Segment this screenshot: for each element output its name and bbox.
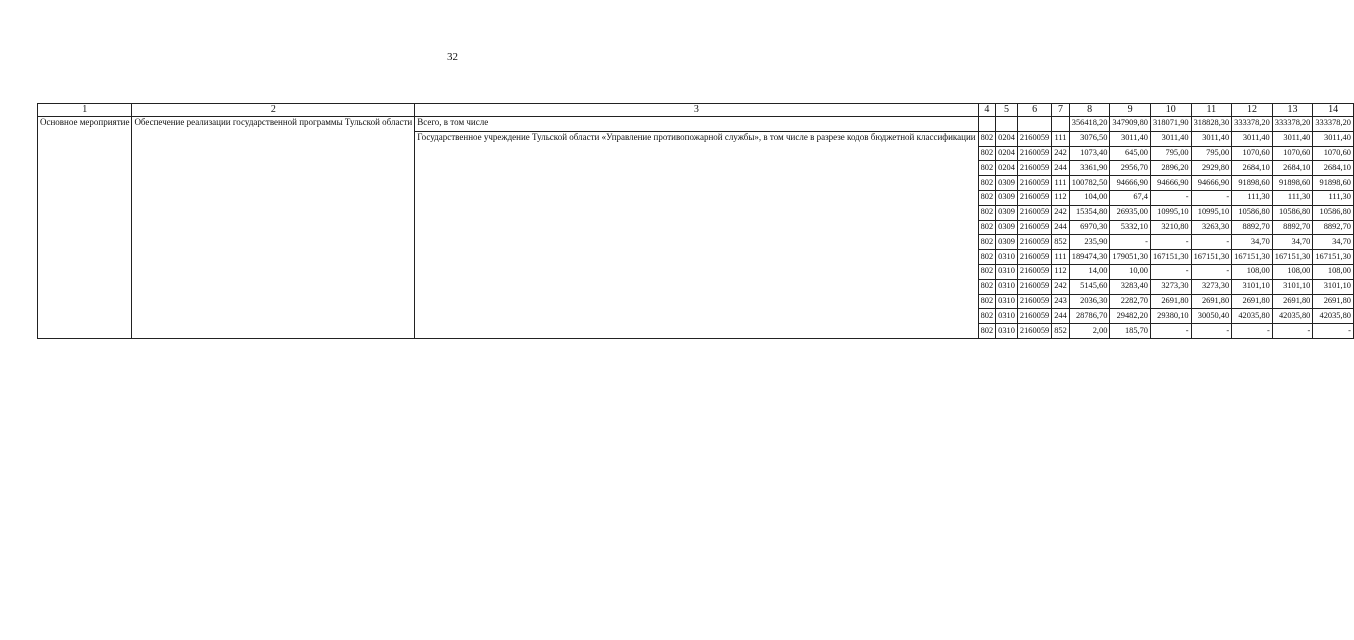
column-header-14: 14: [1313, 104, 1354, 117]
table-cell: 2691,80: [1313, 294, 1354, 309]
table-cell: -: [1313, 324, 1354, 339]
column-header-1: 1: [38, 104, 132, 117]
table-cell: 0309: [996, 220, 1018, 235]
table-cell: 242: [1052, 146, 1070, 161]
table-cell: -: [1110, 235, 1151, 250]
table-cell: 0310: [996, 294, 1018, 309]
table-cell: 100782,50: [1069, 176, 1110, 191]
table-cell: 802: [978, 131, 996, 146]
table-cell: 802: [978, 220, 996, 235]
table-cell: 0310: [996, 309, 1018, 324]
table-cell: 3101,10: [1313, 279, 1354, 294]
table-cell: 795,00: [1191, 146, 1232, 161]
table-cell: 2160059: [1017, 131, 1051, 146]
table-cell: 795,00: [1150, 146, 1191, 161]
table-cell: 3361,90: [1069, 161, 1110, 176]
table-cell: 111,30: [1272, 190, 1313, 205]
table-cell: 29482,20: [1110, 309, 1151, 324]
table-cell: 1073,40: [1069, 146, 1110, 161]
total-value-cell: 318828,30: [1191, 117, 1232, 132]
table-cell: 3283,40: [1110, 279, 1151, 294]
table-cell: 42035,80: [1313, 309, 1354, 324]
table-cell: 244: [1052, 161, 1070, 176]
table-cell: -: [1272, 324, 1313, 339]
table-cell: 802: [978, 190, 996, 205]
table-cell: 111,30: [1232, 190, 1273, 205]
table-cell: 2160059: [1017, 294, 1051, 309]
table-cell: 3263,30: [1191, 220, 1232, 235]
table-cell: 2160059: [1017, 250, 1051, 265]
table-cell: 2160059: [1017, 190, 1051, 205]
table-cell: 645,00: [1110, 146, 1151, 161]
total-value-cell: 333378,20: [1313, 117, 1354, 132]
table-cell: 852: [1052, 324, 1070, 339]
table-cell: 802: [978, 146, 996, 161]
table-cell: 8892,70: [1272, 220, 1313, 235]
total-value-cell: [996, 117, 1018, 132]
table-cell: 108,00: [1272, 264, 1313, 279]
table-cell: 91898,60: [1272, 176, 1313, 191]
table-cell: -: [1191, 235, 1232, 250]
table-cell: 0204: [996, 131, 1018, 146]
table-cell: -: [1150, 235, 1191, 250]
table-cell: 802: [978, 294, 996, 309]
table-cell: 2160059: [1017, 161, 1051, 176]
column-header-5: 5: [996, 104, 1018, 117]
total-value-cell: 318071,90: [1150, 117, 1191, 132]
total-value-cell: 356418,20: [1069, 117, 1110, 132]
table-cell: 91898,60: [1313, 176, 1354, 191]
table-cell: 3011,40: [1150, 131, 1191, 146]
table-cell: 34,70: [1313, 235, 1354, 250]
table-cell: 5332,10: [1110, 220, 1151, 235]
header-row: [38, 104, 1354, 117]
table-cell: 2036,30: [1069, 294, 1110, 309]
total-value-cell: [1052, 117, 1070, 132]
total-label-cell: Всего, в том числе: [415, 117, 978, 132]
activity-name-cell: Обеспечение реализации государственной программы Тульской области: [132, 117, 415, 339]
page-number: 32: [447, 51, 458, 63]
table-cell: 2160059: [1017, 324, 1051, 339]
table-cell: 42035,80: [1272, 309, 1313, 324]
table-cell: 242: [1052, 205, 1070, 220]
table-cell: 28786,70: [1069, 309, 1110, 324]
table-cell: 94666,90: [1150, 176, 1191, 191]
table-cell: 802: [978, 250, 996, 265]
table-cell: 3011,40: [1313, 131, 1354, 146]
table-cell: 10586,80: [1272, 205, 1313, 220]
table-cell: -: [1150, 264, 1191, 279]
table-cell: 2282,70: [1110, 294, 1151, 309]
table-cell: 244: [1052, 220, 1070, 235]
table-cell: -: [1232, 324, 1273, 339]
table-cell: 111: [1052, 250, 1070, 265]
table-cell: 42035,80: [1232, 309, 1273, 324]
table-cell: 8892,70: [1232, 220, 1273, 235]
table-cell: 30050,40: [1191, 309, 1232, 324]
column-header-4: 4: [978, 104, 996, 117]
table-cell: 3011,40: [1110, 131, 1151, 146]
table-cell: 802: [978, 309, 996, 324]
table-cell: 167151,30: [1150, 250, 1191, 265]
table-cell: 802: [978, 235, 996, 250]
table-cell: 3273,30: [1191, 279, 1232, 294]
table-cell: -: [1191, 264, 1232, 279]
table-cell: 2896,20: [1150, 161, 1191, 176]
total-value-cell: [978, 117, 996, 132]
table-cell: 104,00: [1069, 190, 1110, 205]
table-cell: -: [1191, 190, 1232, 205]
table-cell: 10586,80: [1313, 205, 1354, 220]
table-cell: 3101,10: [1272, 279, 1313, 294]
table-cell: 2691,80: [1272, 294, 1313, 309]
table-cell: 0204: [996, 146, 1018, 161]
table-cell: 3101,10: [1232, 279, 1273, 294]
table-cell: 2160059: [1017, 235, 1051, 250]
table-cell: 91898,60: [1232, 176, 1273, 191]
column-header-12: 12: [1232, 104, 1273, 117]
table-cell: 3210,80: [1150, 220, 1191, 235]
column-header-9: 9: [1110, 104, 1151, 117]
table-cell: 112: [1052, 264, 1070, 279]
table-cell: 29380,10: [1150, 309, 1191, 324]
table-cell: 1070,60: [1313, 146, 1354, 161]
column-header-10: 10: [1150, 104, 1191, 117]
table-cell: 185,70: [1110, 324, 1151, 339]
table-cell: 111: [1052, 131, 1070, 146]
table-cell: 0310: [996, 264, 1018, 279]
table-cell: 802: [978, 176, 996, 191]
activity-type-cell: Основное мероприятие: [38, 117, 132, 339]
table-cell: 94666,90: [1191, 176, 1232, 191]
total-value-cell: 333378,20: [1232, 117, 1273, 132]
table-cell: 802: [978, 161, 996, 176]
table-cell: 108,00: [1232, 264, 1273, 279]
table-cell: 0310: [996, 279, 1018, 294]
column-header-13: 13: [1272, 104, 1313, 117]
table-cell: 26935,00: [1110, 205, 1151, 220]
table-cell: 802: [978, 264, 996, 279]
table-cell: 235,90: [1069, 235, 1110, 250]
table-cell: 0309: [996, 205, 1018, 220]
table-cell: 34,70: [1232, 235, 1273, 250]
table-cell: 802: [978, 205, 996, 220]
table-cell: 111,30: [1313, 190, 1354, 205]
table-cell: 2160059: [1017, 146, 1051, 161]
table-cell: 0310: [996, 250, 1018, 265]
total-value-cell: 347909,80: [1110, 117, 1151, 132]
table-cell: 3076,50: [1069, 131, 1110, 146]
table-cell: 189474,30: [1069, 250, 1110, 265]
table-cell: 15354,80: [1069, 205, 1110, 220]
table-cell: 179051,30: [1110, 250, 1151, 265]
table-cell: 1070,60: [1272, 146, 1313, 161]
table-cell: 2684,10: [1232, 161, 1273, 176]
table-cell: 852: [1052, 235, 1070, 250]
table-row-total: [38, 117, 1354, 132]
table-cell: 108,00: [1313, 264, 1354, 279]
table-cell: 112: [1052, 190, 1070, 205]
table-cell: 2684,10: [1313, 161, 1354, 176]
column-header-7: 7: [1052, 104, 1070, 117]
table-cell: 3011,40: [1272, 131, 1313, 146]
table-cell: 802: [978, 324, 996, 339]
table-cell: 6970,30: [1069, 220, 1110, 235]
institution-description-cell: Государственное учреждение Тульской области «Управление противопожарной службы», в том числе в разрезе кодов бюджетной классификации: [415, 131, 978, 338]
table-cell: 167151,30: [1272, 250, 1313, 265]
table-cell: 2160059: [1017, 176, 1051, 191]
table-cell: 2160059: [1017, 205, 1051, 220]
column-header-3: 3: [415, 104, 978, 117]
table-cell: 0204: [996, 161, 1018, 176]
table-cell: 2691,80: [1191, 294, 1232, 309]
table-cell: 94666,90: [1110, 176, 1151, 191]
table-cell: 0309: [996, 235, 1018, 250]
table-cell: 8892,70: [1313, 220, 1354, 235]
table-cell: 167151,30: [1313, 250, 1354, 265]
table-cell: 244: [1052, 309, 1070, 324]
table-cell: 2929,80: [1191, 161, 1232, 176]
table-cell: 0309: [996, 190, 1018, 205]
table-cell: -: [1150, 324, 1191, 339]
column-header-8: 8: [1069, 104, 1110, 117]
table-cell: 167151,30: [1232, 250, 1273, 265]
column-header-11: 11: [1191, 104, 1232, 117]
table-cell: 10,00: [1110, 264, 1151, 279]
table-cell: -: [1150, 190, 1191, 205]
table-cell: 2160059: [1017, 309, 1051, 324]
table-cell: 2,00: [1069, 324, 1110, 339]
column-header-2: 2: [132, 104, 415, 117]
table-cell: 0310: [996, 324, 1018, 339]
table-cell: 111: [1052, 176, 1070, 191]
table-cell: 2691,80: [1150, 294, 1191, 309]
table-cell: 10586,80: [1232, 205, 1273, 220]
table-cell: 3011,40: [1232, 131, 1273, 146]
total-value-cell: 333378,20: [1272, 117, 1313, 132]
column-header-6: 6: [1017, 104, 1051, 117]
table-cell: 3273,30: [1150, 279, 1191, 294]
table-cell: 1070,60: [1232, 146, 1273, 161]
table-cell: -: [1191, 324, 1232, 339]
table-cell: 242: [1052, 279, 1070, 294]
table-cell: 5145,60: [1069, 279, 1110, 294]
table-cell: 2684,10: [1272, 161, 1313, 176]
table-cell: 67,4: [1110, 190, 1151, 205]
table-cell: 10995,10: [1150, 205, 1191, 220]
table-cell: 2691,80: [1232, 294, 1273, 309]
table-cell: 243: [1052, 294, 1070, 309]
table-cell: 2160059: [1017, 264, 1051, 279]
table-cell: 2160059: [1017, 279, 1051, 294]
table-cell: 167151,30: [1191, 250, 1232, 265]
table-cell: 34,70: [1272, 235, 1313, 250]
table-cell: 10995,10: [1191, 205, 1232, 220]
table-cell: 0309: [996, 176, 1018, 191]
table-cell: 2160059: [1017, 220, 1051, 235]
budget-table: [37, 103, 1354, 339]
total-value-cell: [1017, 117, 1051, 132]
table-cell: 3011,40: [1191, 131, 1232, 146]
table-cell: 14,00: [1069, 264, 1110, 279]
table-cell: 802: [978, 279, 996, 294]
table-cell: 2956,70: [1110, 161, 1151, 176]
